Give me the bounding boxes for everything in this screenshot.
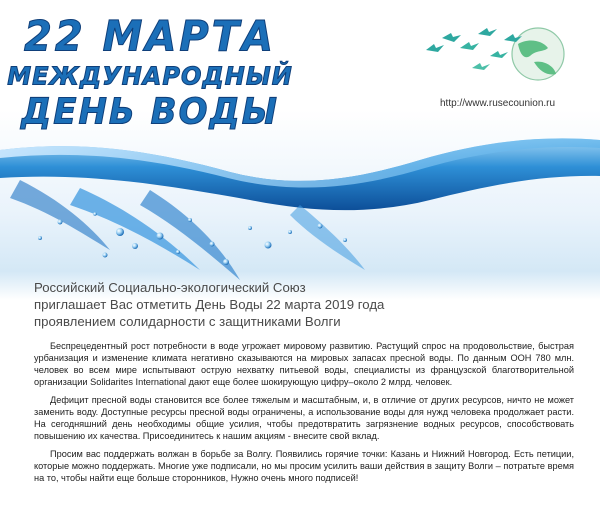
paragraph: Беспрецедентный рост потребности в воде угрожает мировому развитию. Растущий спрос на продовольствие, быстрая урбанизация и изменение климата негативно сказываются на мировых запасах пресной воды. По данным ООН 780 млн. человек во всем мире испытывают острую нехватку питьевой воды, специалисты из французской благотворительной организации Solidarites International дают еще более шокирующую цифру–около 2 млрд. человек.	[34, 341, 574, 387]
birds-globe-logo-icon	[420, 22, 570, 90]
invitation-line: проявлением солидарности с защитниками Волги	[34, 314, 341, 329]
invitation-text	[34, 279, 574, 330]
site-url-link[interactable]: http://www.rusecounion.ru	[440, 98, 556, 109]
invitation-line: Российский Социально-экологический Союз	[34, 280, 306, 295]
invitation-line: приглашает Вас отметить День Воды 22 марта 2019 года	[34, 297, 385, 312]
title-date: 22 МАРТА	[24, 12, 276, 62]
article-body	[34, 340, 574, 490]
title-international: МЕЖДУНАРОДНЫЙ	[7, 61, 293, 91]
paragraph: Просим вас поддержать волжан в борьбе за Волгу. Появились горячие точки: Казань и Нижний Новгород. Есть петиции, которые можно поддержать. Многие уже подписали, но мы просим усилить ваши действия в защиту Волги – потратьте время на то, чтобы найти еще больше сторонников, Нужно очень много подписей!	[34, 449, 574, 483]
paragraph: Дефицит пресной воды становится все более тяжелым и масштабным, и, в отличие от других ресурсов, ничто не может заменить воду. Доступные ресурсы пресной воды ограничены, а использование воды для нужд человека продолжает расти. На сегодняшний день необходимы общие усилия, чтобы предотвратить загрязнение водных ресурсов, способствовать повышению их качества. Присоединитесь к нашим акциям - внесите свой вклад.	[34, 395, 574, 441]
title-water-day: ДЕНЬ ВОДЫ	[20, 91, 280, 133]
